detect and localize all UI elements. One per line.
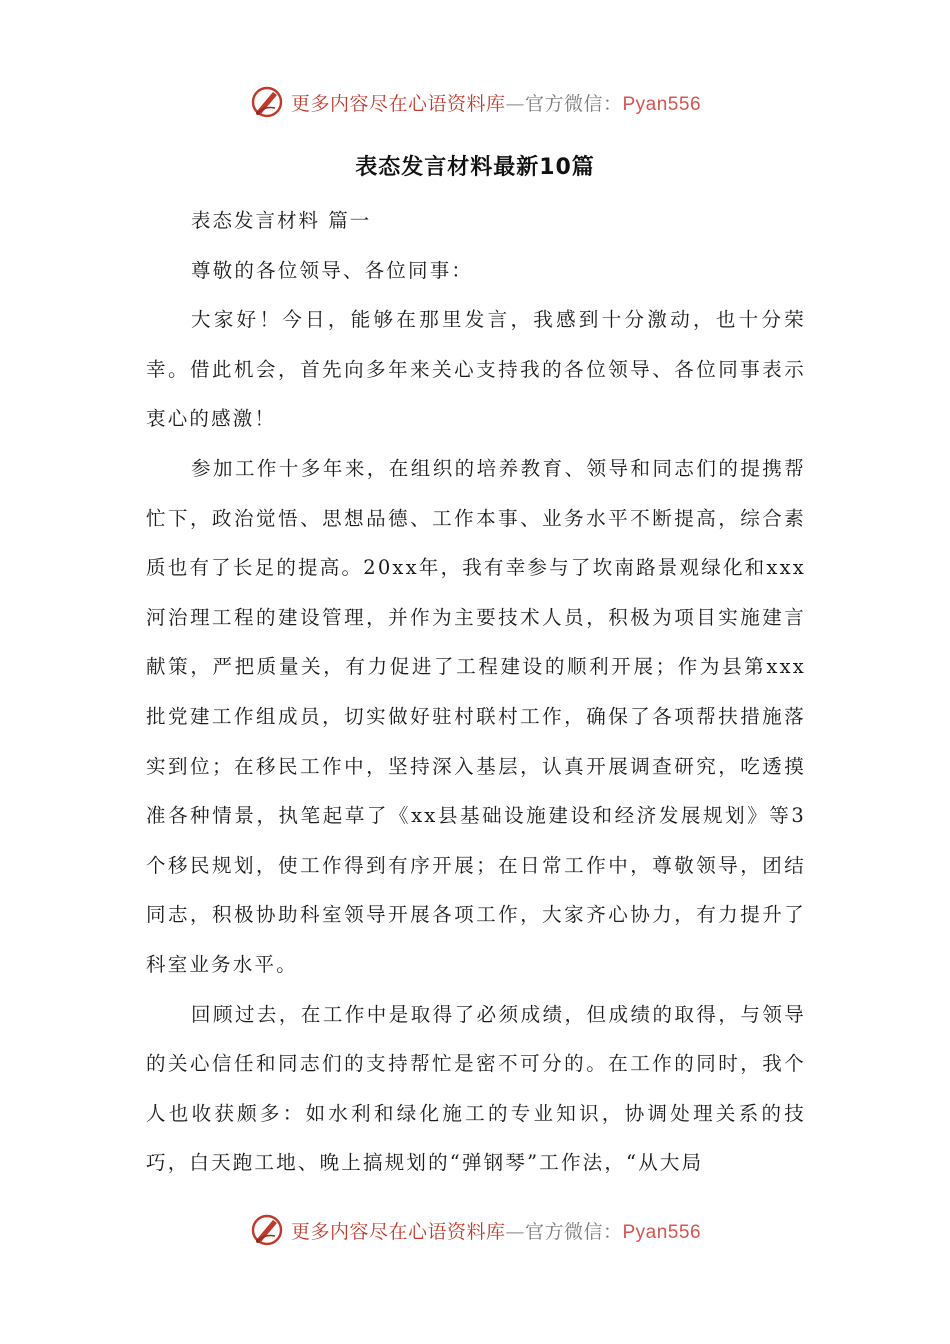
- body-paragraph-1: 大家好！今日，能够在那里发言，我感到十分激动，也十分荣幸。借此机会，首先向多年来关心支持我的各位领导、各位同事表示衷心的感激！: [146, 308, 806, 431]
- watermark-wechat-label: 官方微信：: [524, 92, 623, 115]
- pen-in-circle-logo-icon: [249, 84, 285, 120]
- watermark-wechat-id: Pyan556: [622, 1221, 702, 1243]
- watermark-separator: —: [505, 92, 525, 115]
- watermark-main-text: 更多内容尽在心语资料库: [290, 1220, 506, 1243]
- body-paragraph-3: 回顾过去，在工作中是取得了必须成绩，但成绩的取得，与领导的关心信任和同志们的支持帮忙是密不可分的。在工作的同时，我个人也收获颇多：如水利和绿化施工的专业知识，协调处理关系的技巧，白天跑工地、晚上搞规划的“弹钢琴”工作法，“从大局: [146, 1002, 806, 1175]
- header-watermark-banner: [0, 80, 950, 124]
- footer-watermark-banner: [0, 1208, 950, 1252]
- watermark-wechat-id: Pyan556: [622, 93, 702, 115]
- watermark-text: [291, 89, 701, 116]
- pen-in-circle-logo-icon: [249, 1212, 285, 1248]
- document-body: [146, 196, 806, 1188]
- section-heading: 表态发言材料 篇一: [191, 209, 372, 232]
- watermark-wechat-label: 官方微信：: [524, 1220, 623, 1243]
- body-paragraph-2: 参加工作十多年来，在组织的培养教育、领导和同志们的提携帮忙下，政治觉悟、思想品德、工作本事、业务水平不断提高，综合素质也有了长足的提高。20xx年，我有幸参与了坎南路景观绿化和xxx河治理工程的建设管理，并作为主要技术人员，积极为项目实施建言献策，严把质量关，有力促进了工程建设的顺利开展；作为县第xxx批党建工作组成员，切实做好驻村联村工作，确保了各项帮扶措施落实到位；在移民工作中，坚持深入基层，认真开展调查研究，吃透摸准各种情景，执笔起草了《xx县基础设施建设和经济发展规划》等3个移民规划，使工作得到有序开展；在日常工作中，尊敬领导，团结同志，积极协助科室领导开展各项工作，大家齐心协力，有力提升了科室业务水平。: [146, 456, 806, 976]
- watermark-separator: —: [505, 1220, 525, 1243]
- watermark-text: [291, 1217, 701, 1244]
- watermark-main-text: 更多内容尽在心语资料库: [290, 92, 506, 115]
- document-title: 表态发言材料最新10篇: [355, 155, 595, 180]
- salutation: 尊敬的各位领导、各位同事：: [191, 258, 474, 282]
